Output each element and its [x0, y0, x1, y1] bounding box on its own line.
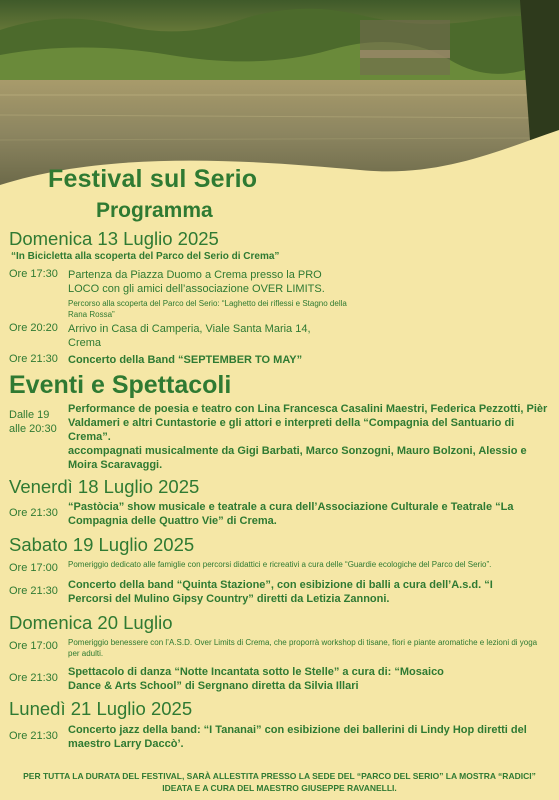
schedule-row [0, 500, 559, 528]
schedule-row [0, 559, 559, 574]
time-label: Ore 21:30 [9, 672, 58, 684]
day-title: Lunedì 21 Luglio 2025 [9, 698, 193, 719]
time-label: Ore 17:30 [9, 268, 58, 280]
time-end: alle 20:30 [9, 423, 57, 435]
schedule-row [0, 723, 559, 751]
time-label: Ore 17:00 [9, 640, 58, 652]
footer-note: PER TUTTA LA DURATA DEL FESTIVAL, SARÀ ALLESTITA PRESSO LA SEDE DEL “PARCO DEL SERIO” LA MOSTRA “RADICI” IDEATA E A CURA DEL MAESTRO GIUSEPPE RAVANELLI. [23, 771, 536, 793]
event-desc: “Pastòcia” show musicale e teatrale a cura dell’Associazione Culturale e Teatrale “La Compagnia delle Quattro Vie” di Crema. [68, 501, 514, 527]
schedule-row [0, 665, 559, 693]
time-start: Dalle 19 [9, 409, 50, 421]
event-desc-musicians: accompagnati musicalmente da Gigi Barbati, Marco Sonzogni, Mauro Bolzoni, Alessio e Moira Scaravaggi. [68, 445, 527, 471]
event-desc: Concerto della Band “SEPTEMBER TO MAY” [68, 354, 303, 366]
day-title: Sabato 19 Luglio 2025 [9, 534, 195, 555]
event-desc: Arrivo in Casa di Camperia, Viale Santa Maria 14, Crema [68, 323, 311, 349]
time-label: Ore 17:00 [9, 562, 58, 574]
event-desc: Pomeriggio benessere con l’A.S.D. Over Limits di Crema, che proporrà workshop di tisane, fiori e piante aromatiche e lezioni di yoga per adulti. [68, 638, 538, 658]
schedule-row [0, 268, 559, 320]
time-label: Ore 21:30 [9, 353, 58, 365]
schedule-row [0, 578, 559, 606]
time-label: Ore 20:20 [9, 322, 58, 334]
schedule-row [0, 353, 559, 367]
time-label: Ore 21:30 [9, 585, 58, 597]
day-title: Domenica 20 Luglio [9, 612, 173, 633]
event-desc: Concerto jazz della band: “I Tananai” con esibizione dei ballerini di Lindy Hop diretti del maestro Larry Daccò’. [68, 724, 527, 750]
event-note: Percorso alla scoperta del Parco del Serio: “Laghetto dei riflessi e Stagno della Rana Rossa” [68, 299, 347, 319]
day-subtitle: “In Bicicletta alla scoperta del Parco del Serio di Crema” [11, 251, 280, 262]
event-desc: Spettacolo di danza “Notte Incantata sotto le Stelle” a cura di: “Mosaico Dance & Arts School” di Sergnano diretta da Silvia Illari [68, 666, 444, 692]
event-desc: Performance de poesia e teatro con Lina Francesca Casalini Maestri, Federica Pezzotti, Pièr Valdameri e altri Cuntastorie e gli attori e interpreti della “Compagnia del Santuario di Crema”. [68, 403, 548, 443]
schedule-row [0, 637, 559, 659]
event-desc: Pomeriggio dedicato alle famiglie con percorsi didattici e ricreativi a cura delle “Guardie ecologiche del Parco del Serio”. [68, 560, 492, 569]
event-desc: Concerto della band “Quinta Stazione”, con esibizione di balli a cura dell’A.s.d. “I Percorsi del Mulino Gipsy Country” diretti da Letizia Zannoni. [68, 579, 493, 605]
day-title: Domenica 13 Luglio 2025 [9, 228, 219, 249]
program-subtitle: Programma [96, 199, 213, 222]
festival-title: Festival sul Serio [48, 165, 258, 193]
time-label: Ore 21:30 [9, 730, 58, 742]
time-label: Ore 21:30 [9, 507, 58, 519]
program-content [0, 228, 559, 751]
section-title: Eventi e Spettacoli [9, 371, 232, 399]
event-desc: Partenza da Piazza Duomo a Crema presso la PRO LOCO con gli amici dell’associazione OVER LIMITS. [68, 269, 325, 295]
time-range [0, 402, 68, 436]
day-title: Venerdì 18 Luglio 2025 [9, 476, 200, 497]
schedule-row [0, 322, 559, 350]
schedule-row [0, 402, 559, 472]
